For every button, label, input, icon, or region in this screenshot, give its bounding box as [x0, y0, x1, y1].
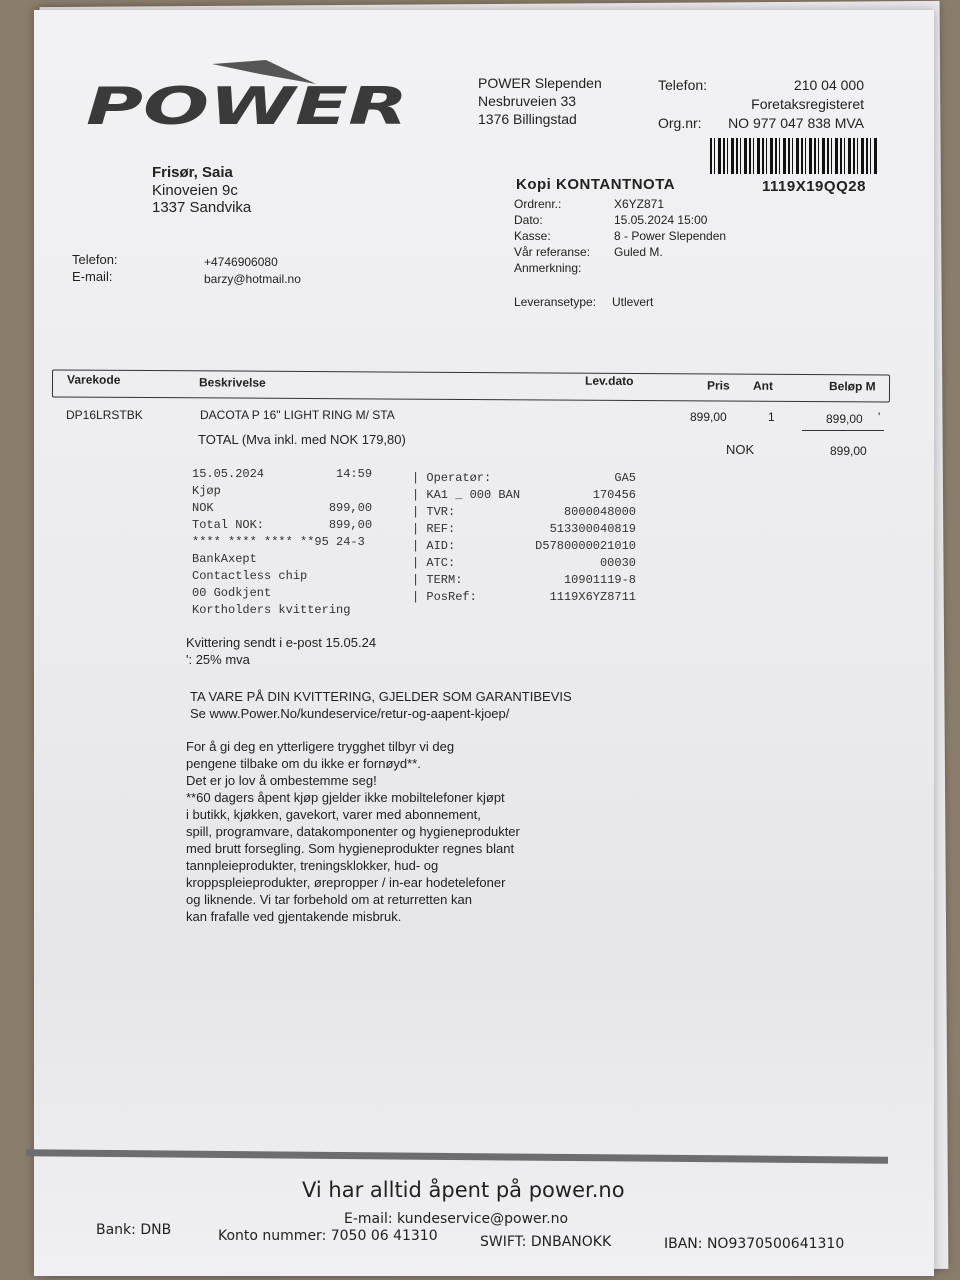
terminal-value: 00030 [599, 556, 636, 570]
return-policy-text [186, 738, 520, 925]
logo-text: POWER [86, 77, 408, 130]
col-belop: Beløp M [828, 379, 876, 394]
terminal-field: | TVR: [412, 505, 456, 519]
company-register: Foretaksregisteret [751, 96, 864, 112]
footer-divider [26, 1149, 888, 1164]
policy-line: tannpleieprodukter, treningsklokker, hud- og [186, 858, 439, 873]
order-label: Anmerkning: [514, 261, 582, 275]
terminal-line: BankAxept [192, 552, 257, 566]
terminal-receipt-right [504, 470, 636, 606]
policy-line: spill, programvare, datakomponenter og hygieneprodukter [186, 824, 520, 839]
policy-line: pengene tilbake om du ikke er fornøyd**. [186, 756, 421, 771]
orgnr-value: NO 977 047 838 MVA [728, 115, 864, 131]
table-header [52, 369, 890, 402]
warranty-title: TA VARE PÅ DIN KVITTERING, GJELDER SOM GARANTIBEVIS [190, 689, 572, 704]
terminal-line: **** **** **** **95 24-3 [192, 535, 365, 549]
order-label: Vår referanse: [514, 245, 591, 259]
orgnr-label: Org.nr: [658, 115, 702, 131]
terminal-line: Total NOK: 899,00 [192, 518, 373, 532]
customer-city: 1337 Sandvika [152, 199, 252, 216]
total-underline [802, 430, 884, 431]
policy-line: med brutt forsegling. Som hygieneprodukter regnes blant [186, 841, 515, 856]
policy-line: kan frafalle ved gjentakende misbruk. [186, 909, 402, 924]
terminal-value: 8000048000 [563, 505, 636, 519]
terminal-value: 513300040819 [549, 522, 636, 536]
terminal-field: | TERM: [412, 573, 463, 587]
order-number: X6YZ871 [614, 197, 665, 211]
col-levdato: Lev.dato [584, 373, 634, 388]
order-label: Ordrenr.: [514, 197, 562, 211]
terminal-field: | KA1 _ 000 BAN [412, 488, 521, 502]
contact-values [204, 254, 301, 288]
customer-address [152, 182, 251, 216]
policy-line: Det er jo lov å ombestemme seg! [186, 773, 377, 788]
total-label: TOTAL (Mva inkl. med NOK 179,80) [198, 432, 406, 447]
order-labels [514, 196, 590, 276]
customer-street: Kinoveien 9c [152, 182, 238, 199]
terminal-value: D5780000021010 [535, 539, 636, 553]
store-city: 1376 Billingstad [478, 111, 577, 127]
terminal-line: 15.05.2024 14:59 [192, 467, 373, 481]
terminal-receipt-left [192, 466, 372, 619]
footer-bank: Bank: DNB [96, 1222, 172, 1238]
email-receipt-note: Kvittering sendt i e-post 15.05.24 [186, 635, 377, 650]
item-varekode: DP16LRSTBK [66, 408, 143, 422]
company-phone: 210 04 000 [793, 77, 864, 93]
customer-phone: +4746906080 [204, 255, 278, 269]
store-name: POWER Slependen [478, 75, 602, 91]
order-label: Kasse: [514, 229, 551, 243]
delivery-type-label: Leveransetype: [514, 295, 597, 309]
footer-slogan: Vi har alltid åpent på power.no [302, 1178, 625, 1202]
customer-email: barzy@hotmail.no [204, 272, 301, 286]
policy-line: og liknende. Vi tar forbehold om at returretten kan [186, 892, 472, 907]
terminal-line: 00 Godkjent [192, 586, 272, 600]
terminal-value: 170456 [592, 488, 636, 502]
order-kasse: 8 - Power Slependen [614, 229, 727, 243]
policy-line: kroppspleieprodukter, ørepropper / in-ear hodetelefoner [186, 875, 506, 890]
item-beskrivelse: DACOTA P 16" LIGHT RING M/ STA [200, 408, 395, 422]
terminal-line: NOK 899,00 [192, 501, 373, 515]
col-ant: Ant [752, 378, 774, 393]
terminal-field: | Operatør: [412, 471, 492, 485]
footer-email: E-mail: kundeservice@power.no [344, 1211, 569, 1227]
terminal-field: | PosRef: [412, 590, 477, 604]
item-ant: 1 [768, 410, 775, 424]
footer-account: Konto nummer: 7050 06 41310 [218, 1228, 438, 1244]
col-varekode: Varekode [66, 372, 121, 387]
item-mva-mark: ' [878, 410, 881, 424]
terminal-field: | ATC: [412, 556, 456, 570]
store-address [478, 74, 602, 128]
terminal-value: 1119X6YZ8711 [549, 590, 636, 604]
col-pris: Pris [706, 378, 730, 393]
footer-iban: IBAN: NO9370500641310 [664, 1236, 845, 1252]
item-pris: 899,00 [690, 410, 727, 424]
policy-line: i butikk, kjøkken, gavekort, varer med abonnement, [186, 807, 481, 822]
email-label: E-mail: [72, 269, 113, 284]
phone-label: Telefon: [72, 252, 118, 267]
order-date: 15.05.2024 15:00 [614, 213, 708, 227]
col-beskrivelse: Beskrivelse [198, 375, 266, 390]
order-values [614, 196, 726, 260]
order-reference: Guled M. [614, 245, 663, 259]
total-value: 899,00 [830, 444, 867, 458]
delivery-type-value: Utlevert [612, 295, 654, 309]
receipt-notes [186, 634, 376, 668]
terminal-line: Kortholders kvittering [192, 603, 351, 617]
nota-title: Kopi KONTANTNOTA [516, 176, 676, 193]
terminal-line: Kjøp [192, 484, 221, 498]
terminal-field: | AID: [412, 539, 456, 553]
footer-swift: SWIFT: DNBANOKK [480, 1234, 612, 1250]
terminal-line: Contactless chip [192, 569, 308, 583]
customer-name: Frisør, Saia [152, 164, 233, 181]
company-phone-label: Telefon: [658, 77, 708, 93]
barcode [710, 138, 878, 174]
terminal-value: GA5 [614, 471, 636, 485]
nota-id: 1119X19QQ28 [762, 178, 866, 195]
company-info [658, 76, 864, 133]
receipt-page [34, 10, 934, 1276]
order-label: Dato: [514, 213, 543, 227]
terminal-field: | REF: [412, 522, 456, 536]
power-logo [84, 50, 414, 130]
total-currency: NOK [726, 442, 755, 457]
policy-line: **60 dagers åpent kjøp gjelder ikke mobiltelefoner kjøpt [186, 790, 505, 805]
vat-note: ': 25% mva [186, 652, 250, 667]
contact-labels [72, 251, 118, 285]
terminal-value: 10901119-8 [563, 573, 636, 587]
policy-line: For å gi deg en ytterligere trygghet tilbyr vi deg [186, 739, 455, 754]
store-street: Nesbruveien 33 [478, 93, 577, 109]
warranty-block [190, 688, 572, 722]
warranty-url: Se www.Power.No/kundeservice/retur-og-aapent-kjoep/ [190, 706, 510, 721]
item-belop: 899,00 [826, 412, 863, 426]
